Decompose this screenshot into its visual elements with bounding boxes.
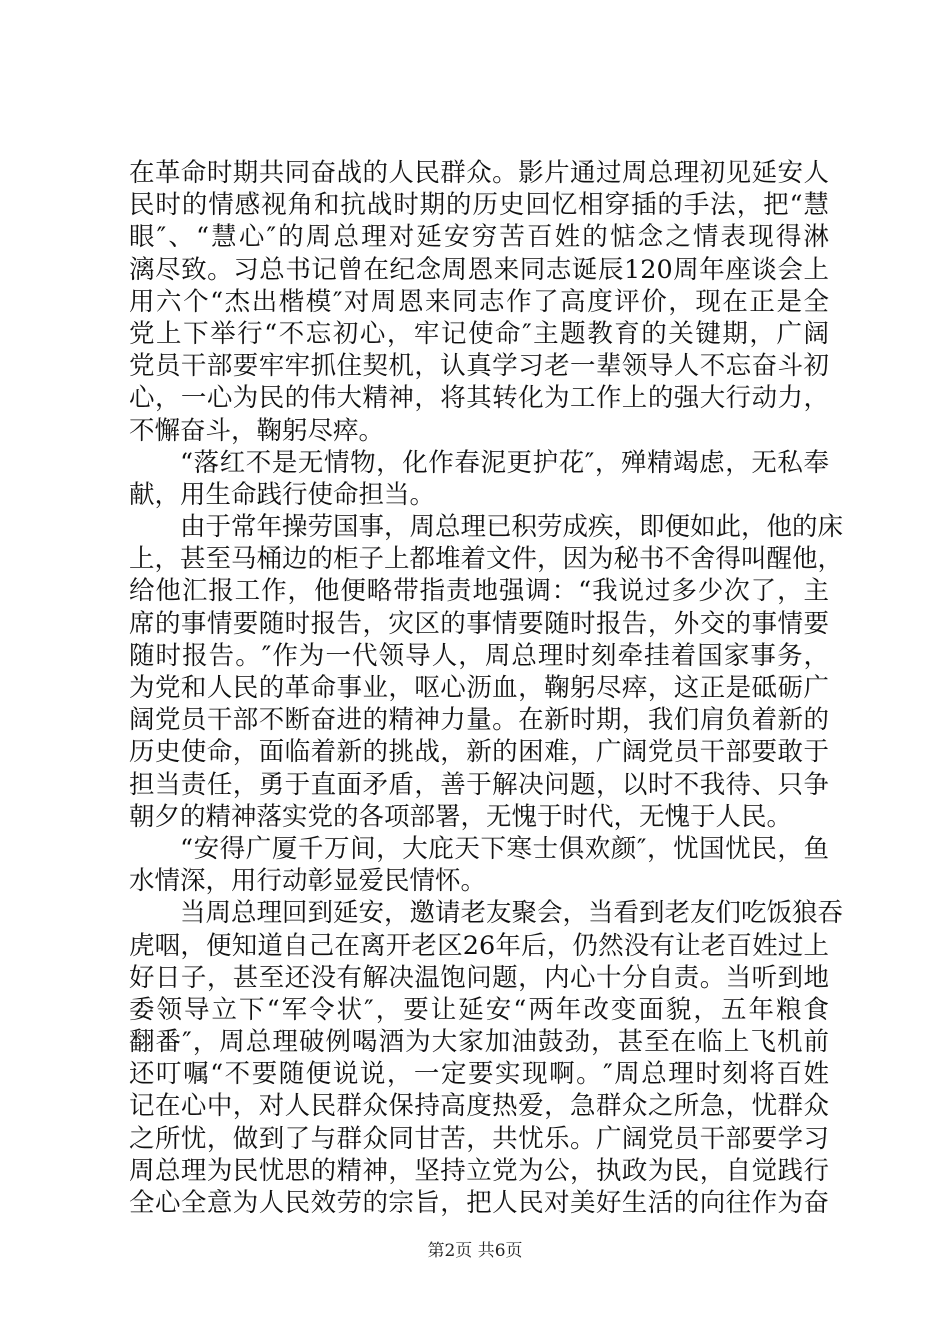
text-line: 用六个“杰出楷模″对周恩来同志作了高度评价，现在正是全: [129, 286, 829, 317]
text-line: 之所忧，做到了与群众同甘苦，共忧乐。广阔党员干部要学习: [129, 1123, 829, 1154]
text-line: 由于常年操劳国事，周总理已积劳成疾，即便如此，他的床: [180, 512, 844, 543]
text-line: 不懈奋斗，鞠躬尽瘁。: [129, 415, 385, 446]
text-line: “落红不是无情物，化作春泥更护花″，殚精竭虑，无私奉: [180, 447, 829, 478]
text-line: 给他汇报工作，他便略带指责地强调：“我说过多少次了，主: [129, 576, 829, 607]
text-line: 党上下举行“不忘初心，牢记使命″主题教育的关键期，广阔: [129, 318, 829, 349]
text-line: 党员干部要牢牢抓住契机，认真学习老一辈领导人不忘奋斗初: [129, 351, 829, 382]
text-line: 当周总理回到延安，邀请老友聚会，当看到老友们吃饭狼吞: [180, 898, 844, 929]
text-line: 担当责任，勇于直面矛盾，善于解决问题，以时不我待、只争: [129, 769, 829, 800]
text-line: 好日子，甚至还没有解决温饱问题，内心十分自责。当听到地: [129, 962, 829, 993]
text-line: 历史使命，面临着新的挑战，新的困难，广阔党员干部要敢于: [129, 737, 829, 768]
text-line: 眼″、“慧心″的周总理对延安穷苦百姓的惦念之情表现得淋: [129, 222, 829, 253]
text-line: 委领导立下“军令状″，要让延安“两年改变面貌，五年粮食: [129, 994, 829, 1025]
text-line: 周总理为民忧思的精神，坚持立党为公，执政为民，自觉践行: [129, 1155, 829, 1186]
text-line: 虎咽，便知道自己在离开老区26年后，仍然没有让老百姓过上: [129, 930, 829, 961]
text-line: 民时的情感视角和抗战时期的历史回忆相穿插的手法，把“慧: [129, 190, 829, 221]
text-line: 为党和人民的革命事业，呕心沥血，鞠躬尽瘁，这正是砥砺广: [129, 673, 829, 703]
text-line: 席的事情要随时报告，灾区的事情要随时报告，外交的事情要: [129, 608, 829, 639]
text-line: 心，一心为民的伟大精神，将其转化为工作上的强大行动力，: [129, 383, 829, 414]
text-line: 记在心中，对人民群众保持高度热爱，急群众之所急，忧群众: [129, 1091, 829, 1122]
text-line: 阔党员干部不断奋进的精神力量。在新时期，我们肩负着新的: [129, 705, 829, 736]
page-number-footer: 第2页 共6页: [427, 1241, 523, 1261]
text-line: 献，用生命践行使命担当。: [129, 479, 436, 510]
text-line: 上，甚至马桶边的柜子上都堆着文件，因为秘书不舍得叫醒他，: [129, 544, 844, 575]
text-line: 还叮嘱“不要随便说说，一定要实现啊。″周总理时刻将百姓: [129, 1059, 829, 1090]
text-line: 全心全意为人民效劳的宗旨，把人民对美好生活的向往作为奋: [129, 1188, 829, 1218]
text-line: 在革命时期共同奋战的人民群众。影片通过周总理初见延安人: [129, 158, 829, 188]
text-line: “安得广厦千万间，大庇天下寒士俱欢颜″，忧国忧民，鱼: [180, 833, 829, 864]
text-line: 翻番″，周总理破例喝酒为大家加油鼓劲，甚至在临上飞机前: [129, 1027, 829, 1058]
text-line: 朝夕的精神落实党的各项部署，无愧于时代，无愧于人民。: [129, 801, 793, 832]
text-line: 水情深，用行动彰显爱民情怀。: [129, 866, 487, 897]
text-line: 随时报告。″作为一代领导人，周总理时刻牵挂着国家事务，: [129, 640, 829, 671]
text-line: 漓尽致。习总书记曾在纪念周恩来同志诞辰120周年座谈会上: [129, 254, 829, 285]
body-text: [129, 157, 844, 1219]
